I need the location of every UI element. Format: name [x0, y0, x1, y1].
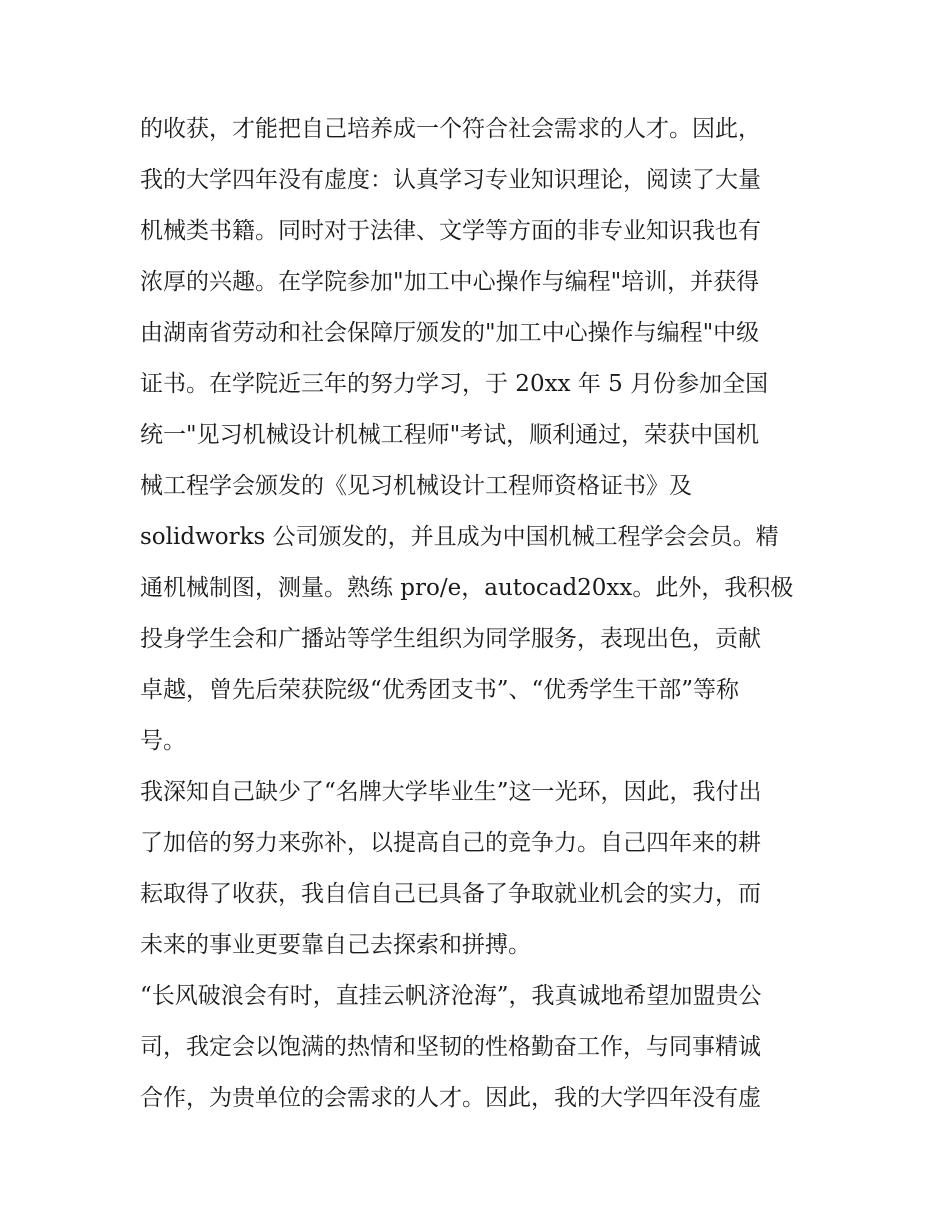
text-line: 司，我定会以饱满的热情和坚韧的性格勤奋工作，与同事精诚 — [140, 1034, 761, 1060]
body-text — [140, 104, 830, 1124]
text-line: 械工程学会颁发的《见习机械设计工程师资格证书》及 — [140, 473, 692, 499]
text-line: 统一"见习机械设计机械工程师"考试，顺利通过，荣获中国机 — [140, 422, 760, 448]
text-line: 卓越，曾先后荣获院级“优秀团支书”、“优秀学生干部”等称 — [140, 677, 740, 703]
text-line: 的收获，才能把自己培养成一个符合社会需求的人才。因此， — [140, 116, 761, 142]
text-line: 我的大学四年没有虚度：认真学习专业知识理论，阅读了大量 — [140, 167, 761, 193]
text-line: “长风破浪会有时，直挂云帆济沧海”，我真诚地希望加盟贵公 — [140, 983, 762, 1009]
text-line: 了加倍的努力来弥补，以提高自己的竞争力。自己四年来的耕 — [140, 830, 761, 856]
text-line: solidworks 公司颁发的，并且成为中国机械工程学会会员。精 — [140, 524, 779, 550]
text-line: 我深知自己缺少了“名牌大学毕业生”这一光环，因此，我付出 — [140, 779, 762, 805]
text-line: 投身学生会和广播站等学生组织为同学服务，表现出色，贡献 — [140, 626, 761, 652]
text-line: 由湖南省劳动和社会保障厅颁发的"加工中心操作与编程"中级 — [140, 320, 760, 346]
text-line: 机械类书籍。同时对于法律、文学等方面的非专业知识我也有 — [140, 218, 761, 244]
text-line: 浓厚的兴趣。在学院参加"加工中心操作与编程"培训，并获得 — [140, 269, 760, 295]
text-line: 号。 — [140, 728, 186, 754]
text-line: 通机械制图，测量。熟练 pro/e，autocad20xx。此外，我积极 — [140, 575, 794, 601]
text-line: 未来的事业更要靠自己去探索和拼搏。 — [140, 932, 531, 958]
text-line: 合作，为贵单位的会需求的人才。因此，我的大学四年没有虚 — [140, 1085, 761, 1111]
text-line: 耘取得了收获，我自信自己已具备了争取就业机会的实力，而 — [140, 881, 761, 907]
text-line: 证书。在学院近三年的努力学习，于 20xx 年 5 月份参加全国 — [140, 371, 769, 397]
